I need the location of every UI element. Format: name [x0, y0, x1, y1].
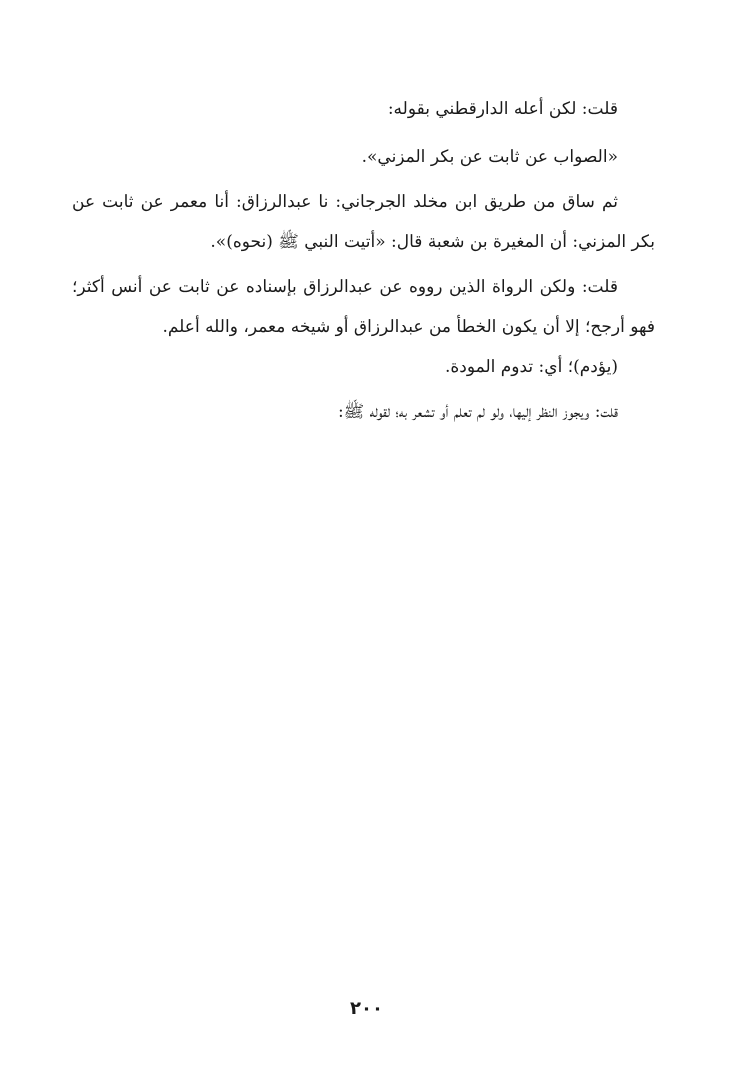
text-line: قلت: لكن أعله الدارقطني بقوله:	[387, 99, 618, 119]
text-line: ثم ساق من طريق ابن مخلد الجرجاني: نا عبدالرزاق: أنا معمر عن ثابت عن	[72, 192, 618, 212]
text-line: فهو أرجح؛ إلا أن يكون الخطأ من عبدالرزاق أو شيخه معمر، والله أعلم.	[162, 317, 655, 337]
text-line: (يؤدم)؛ أي: تدوم المودة.	[444, 357, 618, 377]
text-line: بكر المزني: أن المغيرة بن شعبة قال: «أتيت النبي ﷺ (نحوه)».	[210, 232, 655, 252]
text-line: قلت: ولكن الرواة الذين رووه عن عبدالرزاق بإسناده عن ثابت عن أنس أكثر؛	[72, 277, 618, 297]
text-line: قلت: ويجوز النظر إليها، ولو لم تعلم أو تشعر به؛ لقوله ﷺ:	[337, 402, 618, 422]
text-line: «الصواب عن ثابت عن بكر المزني».	[361, 147, 618, 167]
page-number: ٢٠٠	[350, 998, 383, 1019]
